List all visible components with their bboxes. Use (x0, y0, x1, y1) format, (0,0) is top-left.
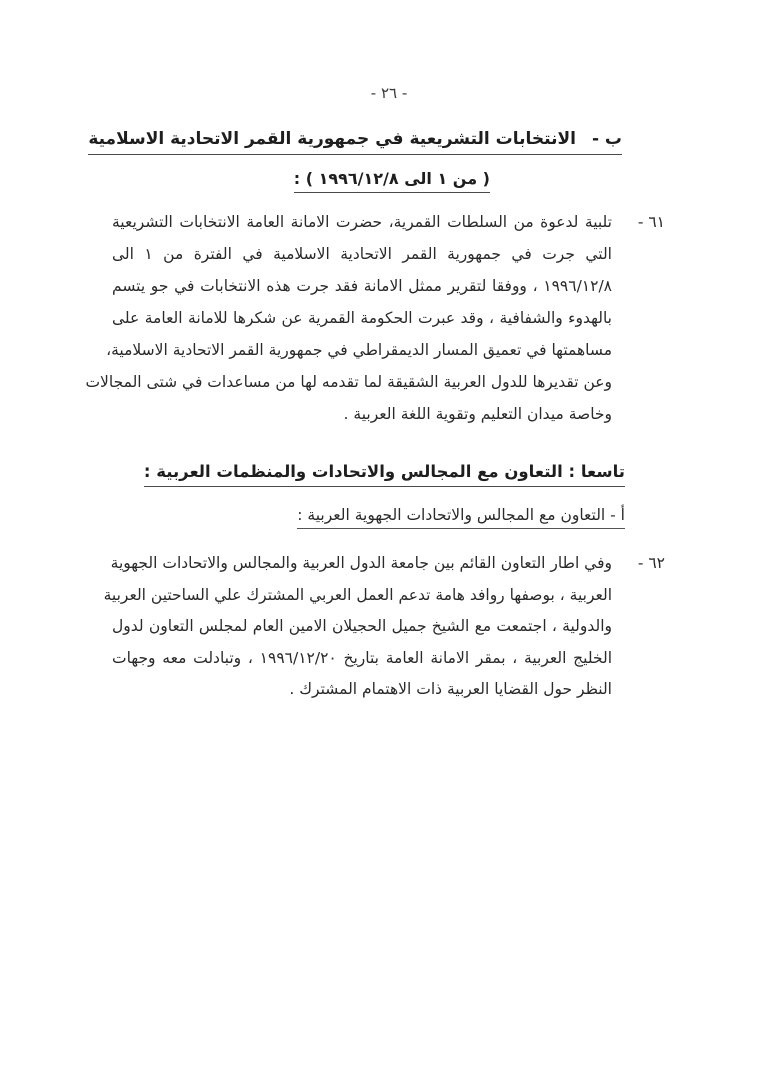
paragraph-61-line-7: وخاصة ميدان التعليم وتقوية اللغة العربية . (343, 405, 612, 423)
paragraph-61-number: ٦١ - (637, 213, 665, 231)
paragraph-61-line-5: مساهمتها في تعميق المسار الديمقراطي في جمهورية القمر الاتحادية الاسلامية، (106, 341, 612, 359)
page-number: - ٢٦ - (370, 84, 408, 102)
paragraph-62-number: ٦٢ - (637, 554, 665, 572)
section-b-marker: ب - (591, 129, 622, 149)
paragraph-62-line-5: النظر حول القضايا العربية ذات الاهتمام المشترك . (289, 680, 612, 698)
paragraph-62-line-1: وفي اطار التعاون القائم بين جامعة الدول العربية والمجالس والاتحادات الجهوية (110, 554, 612, 572)
section-ninth-heading: تاسعا : التعاون مع المجالس والاتحادات والمنظمات العربية : (144, 462, 625, 487)
paragraph-61 (85, 206, 665, 430)
subsection-a-heading: أ - التعاون مع المجالس والاتحادات الجهوية العربية : (297, 506, 625, 529)
section-b-title: الانتخابات التشريعية في جمهورية القمر الاتحادية الاسلامية (88, 129, 576, 149)
paragraph-61-line-4: بالهدوء والشفافية ، وقد عبرت الحكومة القمرية عن شكرها للامانة العامة على (112, 309, 612, 327)
paragraph-62-line-2: العربية ، بوصفها روافد هامة تدعم العمل العربي المشترك علي الساحتين العربية (103, 585, 612, 604)
section-b-heading (88, 129, 622, 155)
paragraph-62-text (103, 548, 612, 706)
paragraph-62-line-3: والدولية ، اجتمعت مع الشيخ جميل الحجيلان الامين العام لمجلس التعاون لدول (112, 617, 612, 635)
paragraph-61-text (85, 206, 612, 430)
section-b-date-range: ( من ١ الى ١٩٩٦/١٢/٨ ) : (294, 169, 490, 193)
paragraph-61-line-3: ١٩٩٦/١٢/٨ ، ووفقا لتقرير ممثل الامانة فقد جرت هذه الانتخابات في جو يتسم (112, 277, 612, 295)
paragraph-61-line-1: تلبية لدعوة من السلطات القمرية، حضرت الامانة العامة الانتخابات التشريعية (112, 213, 612, 231)
paragraph-61-line-6: وعن تقديرها للدول العربية الشقيقة لما تقدمه لها من مساعدات في شتى المجالات (85, 373, 612, 391)
paragraph-62-line-4: الخليج العربية ، بمقر الامانة العامة بتاريخ ١٩٩٦/١٢/٢٠ ، وتبادلت معه وجهات (112, 648, 612, 667)
paragraph-61-line-2: التي جرت في جمهورية القمر الاتحادية الاسلامية في الفترة من ١ الى (112, 245, 612, 263)
paragraph-62 (103, 548, 665, 706)
